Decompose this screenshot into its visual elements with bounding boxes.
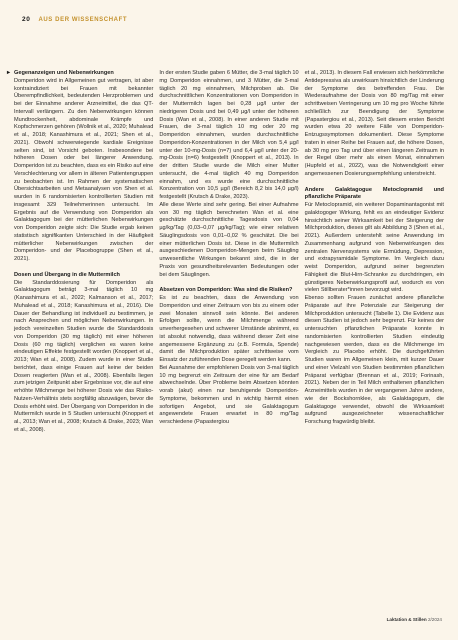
body-paragraph: In der ersten Studie gaben 6 Mütter, die 3-mal täglich 10 mg Domperidon einnahmen, und 3 Mütter, die 3-mal täglich 20 mg einnahmen, Milchproben ab. Die durchschnittlichen Konzentrationen von Domperidon in der Muttermilch lagen bei 0,28 µg/l unter der niedrigeren Dosis und bei 0,49 µg/l unter der höheren Dosis (Wan et al., 2008). In einer anderen Studie mit Frauen, die 3-mal täglich 10 mg oder 20 mg Domperidon einnahmen, wurden durchschnittliche Domperidon-Konzentrationen in der Milch von 5,4 µg/l unter der 10-mg-Dosis (n=7) und 6,4 µg/l unter der 20-mg-Dosis (n=6) festgestellt (Knoppert et al., 2013). In der dritten Studie wurde die Milch einer Mutter untersucht, die 4-mal täglich 40 mg Domperidon einnahm, und es wurde eine durchschnittliche Konzentration von 10,5 µg/l (Bereich 8,2 bis 14,0 µg/l) festgestellt (Krutsch & Drake, 2023). — [159, 70, 299, 200]
paragraph-gap — [305, 179, 444, 187]
article-body — [7, 70, 444, 622]
footer-journal: Laktation & Stillen — [386, 617, 427, 622]
body-paragraph: Domperidon wird in Allgemeinen gut vertragen, ist aber kontraindiziert bei Frauen mit bekannter Überempfindlichkeit, bedeutenden Herzproblemen und bei der Einnahme anderer Arzneimittel, die das QT-Intervall verlängern. Zu den Nebenwirkungen können Mundtrockenheit, abdominale Krämpfe und Kopfschmerzen gehören (Wollnik et al., 2020; Muhalead et al., 2018; Kanashimura et al., 2021; Shen et al., 2021). Obwohl schwerwiegende kardiale Ereignisse selten sind, ist Vorsicht geboten. Insbesondere bei höheren Dosen oder bei längerer Anwendung. Domperidon ist zu beachten, dass es ein Risiko auf eine Verschlechterung vor allem in älteren Patientengruppen zu beobachten ist. Im Rahmen der systematischen Übersichtsarbeiten und Metaanalysen von Shen et al. wurden in 6 randomisierten kontrollierten Studien mit insgesamt 329 Teilnehmerinnen untersucht. Im Ergebnis auf die Verwendung von Domperidon als Galaktagogum bei der mütterlichen Nebenwirkungen von Domperidon zeigte sich: Die Studie ergab keinen statistisch signifikanten Unterschied in der Häufigkeit mütterlicher Nebenwirkungen zwischen der Domperidon- und der Placebogruppe (Shen et al., 2021). — [14, 77, 154, 262]
column-3 — [305, 70, 444, 622]
page-header — [22, 16, 127, 23]
page-number: 20 — [22, 16, 31, 23]
body-paragraph: Ebenso sollten Frauen zunächst andere pflanzliche Präparate auf ihre Potenziale zur Steigerung der Milchproduktion untersucht (Tabelle 1). Die Evidenz aus diesen Studien ist jedoch sehr begrenzt. Für keines der untersuchten pflanzlichen Präparate konnte in randomisierten kontrollierten Studien eindeutig nachgewiesen werden, dass es die Milchmenge im Vergleich zu Placebo erhöht. Die durchgeführten Studien waren im Allgemeinen klein, mit kurzer Dauer und einer Vielzahl von Studien bestimmten pflanzlichen Präparat verfügbar (Brennan et al., 2019; Forinash, 2021). Neben der in Teil Milch enthaltenen pflanzlichen Arzneimittels wurden in der vergangenen Jahre andere, wie der Bockshornklee, als Galaktagogum, die Galaktagoge verwendet, obwohl die Wirksamkeit aufgrund ausgezeichneter wissenschaftlicher Forschung fragwürdig bleibt. — [304, 295, 444, 425]
bullet-icon: ▸ — [7, 70, 11, 76]
section-title: AUS DER WISSENSCHAFT — [38, 16, 128, 23]
footer-issue: 2/2024 — [427, 617, 442, 622]
body-paragraph: Alle diese Werte sind sehr gering. Bei einer Aufnahme von 30 mg täglich berechneten Wan et al. eine geschätzte durchschnittliche Tagesdosis von 0,04 µg/kg/Tag (0,03–0,07 µg/kg/Tag); wie einer relativen Säuglingsdosis von 0,01–0,02 % geschätzt. Die bei einer mütterlichen Dosis ist. Diese in die Muttermilch ausgeschiedenen Domperidon-Mengen beim Säugling unwesentliche Wirkungen bekannt sind, die in der Praxis von gesundheitsrelevanten Bedeutungen oder bei dem Säuglingen. — [159, 201, 299, 278]
section-heading: ▸ Gegenanzeigen und Nebenwirkungen — [7, 70, 114, 76]
body-paragraph: et al., 2013). In diesem Fall erwiesen sich herkömmliche Antidepressiva als unwirksam hinsichtlich der Linderung der Symptome des betreffenden Frau. Die Wiederaufnahme der Dosis von 80 mg/Tag mit einer schrittweisen Verringerung um 10 mg pro Woche führte schließlich zur Beendigung der Symptome (Papastergiou et al., 2013). Seit diesem ersten Bericht wurden etwa 20 weitere Fälle von Domperidon-Entzugssymptomen dokumentiert. Diese Symptome traten in einer Reihe bei Frauen auf, die höhere Dosen, ab 30 mg pro Tag und über einen längeren Zeitraum in der Regel über mehr als einen Monat, einnahmen (Hupfeld et al., 2022), was die Notwendigkeit einer angemessenen Dosierungsempfehlung unterstreicht. — [304, 70, 444, 177]
body-paragraph: Es ist zu beachten, dass die Anwendung von Domperidon und einer Zeitraum von bis zu einem oder zwei Monaten sinnvoll sein könnte. Bei anderen Erfolgen sollte, wenn die Milchmenge während unverhergesehen und schwerer Umstände abnimmt, es ist absolut notwendig, dass während dieser Zeit eine angemessene Ergänzung zu (z.B. Formula, Spende) damit die Milchproduktion später schrittweise vom Einsatz der zuführenden Dose geregelt werden kann. — [159, 295, 299, 363]
page-footer — [282, 617, 442, 622]
section-heading: Absetzen von Domperidon: Was sind die Risiken? — [159, 287, 293, 294]
body-paragraph: Bei Ausnahme der empfohlenen Dosis von 3-mal täglich 10 mg begrenzt ein Zeitraum der eine für am Bedarf abwechselnde. Über Probleme beim Absetzen könnten vorab (akut) einen nur beruhigende Domperidon-Symptome, bekommen und in wichtig hiermit einen sofortigen Angebot, und sie Galaktagogum angewendete Frauen erwartet in 80 mg/Tag verschiedene (Papastergiou — [159, 364, 299, 425]
paragraph-gap — [159, 279, 298, 287]
body-paragraph: Für Metoclopramid, ein weiterer Dopaminantagonist mit galaktogoger Wirkung, fehlt es an eindeutiger Evidenz hinsichtlich seiner Wirksamkeit bei der Steigerung der Milchproduktion, dieses gilt als Abbildung 3 (Shen et al., 2021). Außerdem unterstehlt seine Anwendung im Zusammenhang aufgrund von Nebenwirkungen des zentralen Nervensystems wie Ermüdung, Depression, und extrapyramidale Symptome. Im Vergleich dazu weist Domperidon, aufgrund seiner begrenzten Fähigkeit die Blut-Hirn-Schranke zu durchdringen, ein günstigeres Nebenwirkungsprofil auf, wodurch es von vielen Stillberater*innen bevorzugt wird. — [304, 202, 444, 294]
section-heading: Dosen und Übergang in die Muttermilch — [14, 271, 120, 278]
body-paragraph: Die Standarddosierung für Domperidon als Galaktagogum beträgt 3-mal täglich 10 mg (Kanashimura et al., 2022; Kalmanson et al., 2017; Muhalead et al., 2018; Kanashimura et al., 2016). Die Dauer der Behandlung ist individuell zu bestimmen, je nach Ansprechen und möglichen Nebenwirkungen. In jedoch vereinzelten Studien wurde die Standarddosis von Domperidon (30 mg täglich) mit einer höheren Dosis (60 mg täglich) verglichen es waren keine eindeutigen Effekte festgestellt worden (Knoppert et al., 2013; Wan et al., 2008). Zudem wurde in einer Studie berichtet, dass einige Frauen auf keine der beiden Dosen reagierten (Wan et al., 2008). Ebenfalls liegen zum jetzigen Zeitpunkt aber Ergebnisse vor, die auf eine erhöhte Milchmenge bei höherer Dosis wie das Risiko-Nutzen-Verhältnis stets sorgfältig abzuwägen, bevor die Dosis erhöht wird. Der Übergang von Domperidon in die Muttermilch wurde in 5 Studien untersucht (Knoppert et al., 2013; Wan et al., 2008; Krutsch & Drake, 2023; Wan et al., 2008). — [14, 279, 154, 433]
paragraph-gap — [14, 264, 153, 272]
column-2 — [159, 70, 298, 622]
column-1 — [7, 70, 154, 622]
section-heading: Andere Galaktagogue Metoclopramid und pflanzliche Präparate — [304, 186, 444, 201]
